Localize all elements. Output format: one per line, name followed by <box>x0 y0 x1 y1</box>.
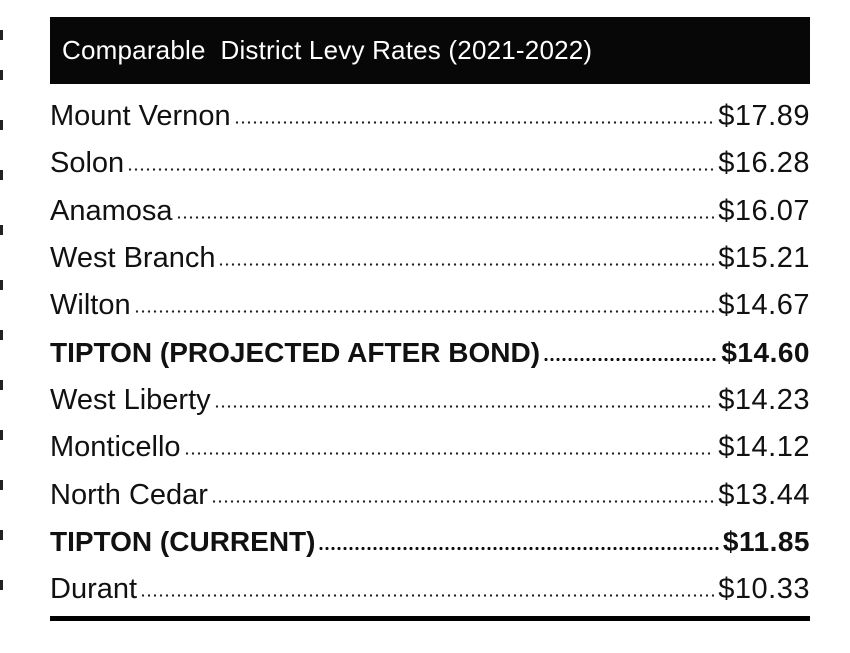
district-name: Anamosa <box>50 194 173 227</box>
district-name: Durant <box>50 573 138 606</box>
dot-leader <box>127 168 714 171</box>
levy-row <box>50 282 810 329</box>
levy-row <box>50 329 810 376</box>
district-name: Solon <box>50 147 125 180</box>
levy-rate-list <box>50 93 810 613</box>
levy-row <box>50 140 810 187</box>
levy-rate: $16.28 <box>718 147 810 180</box>
levy-rate: $16.07 <box>718 194 810 227</box>
levy-rate: $10.33 <box>718 573 810 606</box>
dot-leader <box>318 547 718 550</box>
levy-row <box>50 519 810 566</box>
left-edge-marks <box>0 0 3 653</box>
levy-rate: $14.12 <box>718 431 810 464</box>
district-name: North Cedar <box>50 478 208 511</box>
levy-rate: $14.23 <box>718 383 810 416</box>
levy-rate: $14.67 <box>718 289 810 322</box>
district-name: TIPTON (CURRENT) <box>50 526 316 558</box>
levy-row <box>50 424 810 471</box>
levy-row <box>50 188 810 235</box>
levy-row <box>50 377 810 424</box>
bottom-rule <box>50 616 810 621</box>
district-name: Monticello <box>50 431 181 464</box>
dot-leader <box>218 263 714 266</box>
dot-leader <box>184 452 715 455</box>
dot-leader <box>176 216 715 219</box>
dot-leader <box>234 121 715 124</box>
levy-row <box>50 471 810 518</box>
levy-rate: $11.85 <box>722 526 810 558</box>
district-name: Wilton <box>50 289 131 322</box>
district-name: West Branch <box>50 242 216 275</box>
levy-rate: $13.44 <box>718 478 810 511</box>
dot-leader <box>211 500 714 503</box>
district-name: Mount Vernon <box>50 100 231 133</box>
dot-leader <box>543 358 717 361</box>
district-name: TIPTON (PROJECTED AFTER BOND) <box>50 337 541 369</box>
levy-rate: $17.89 <box>718 100 810 133</box>
dot-leader <box>214 405 715 408</box>
levy-row <box>50 235 810 282</box>
dot-leader <box>134 310 715 313</box>
levy-row <box>50 93 810 140</box>
levy-rate: $14.60 <box>721 337 810 369</box>
dot-leader <box>140 594 714 597</box>
table-title: Comparable District Levy Rates (2021-2022) <box>62 35 593 65</box>
district-name: West Liberty <box>50 383 211 416</box>
levy-row <box>50 566 810 613</box>
levy-rate: $15.21 <box>718 242 810 275</box>
table-header <box>50 17 810 84</box>
